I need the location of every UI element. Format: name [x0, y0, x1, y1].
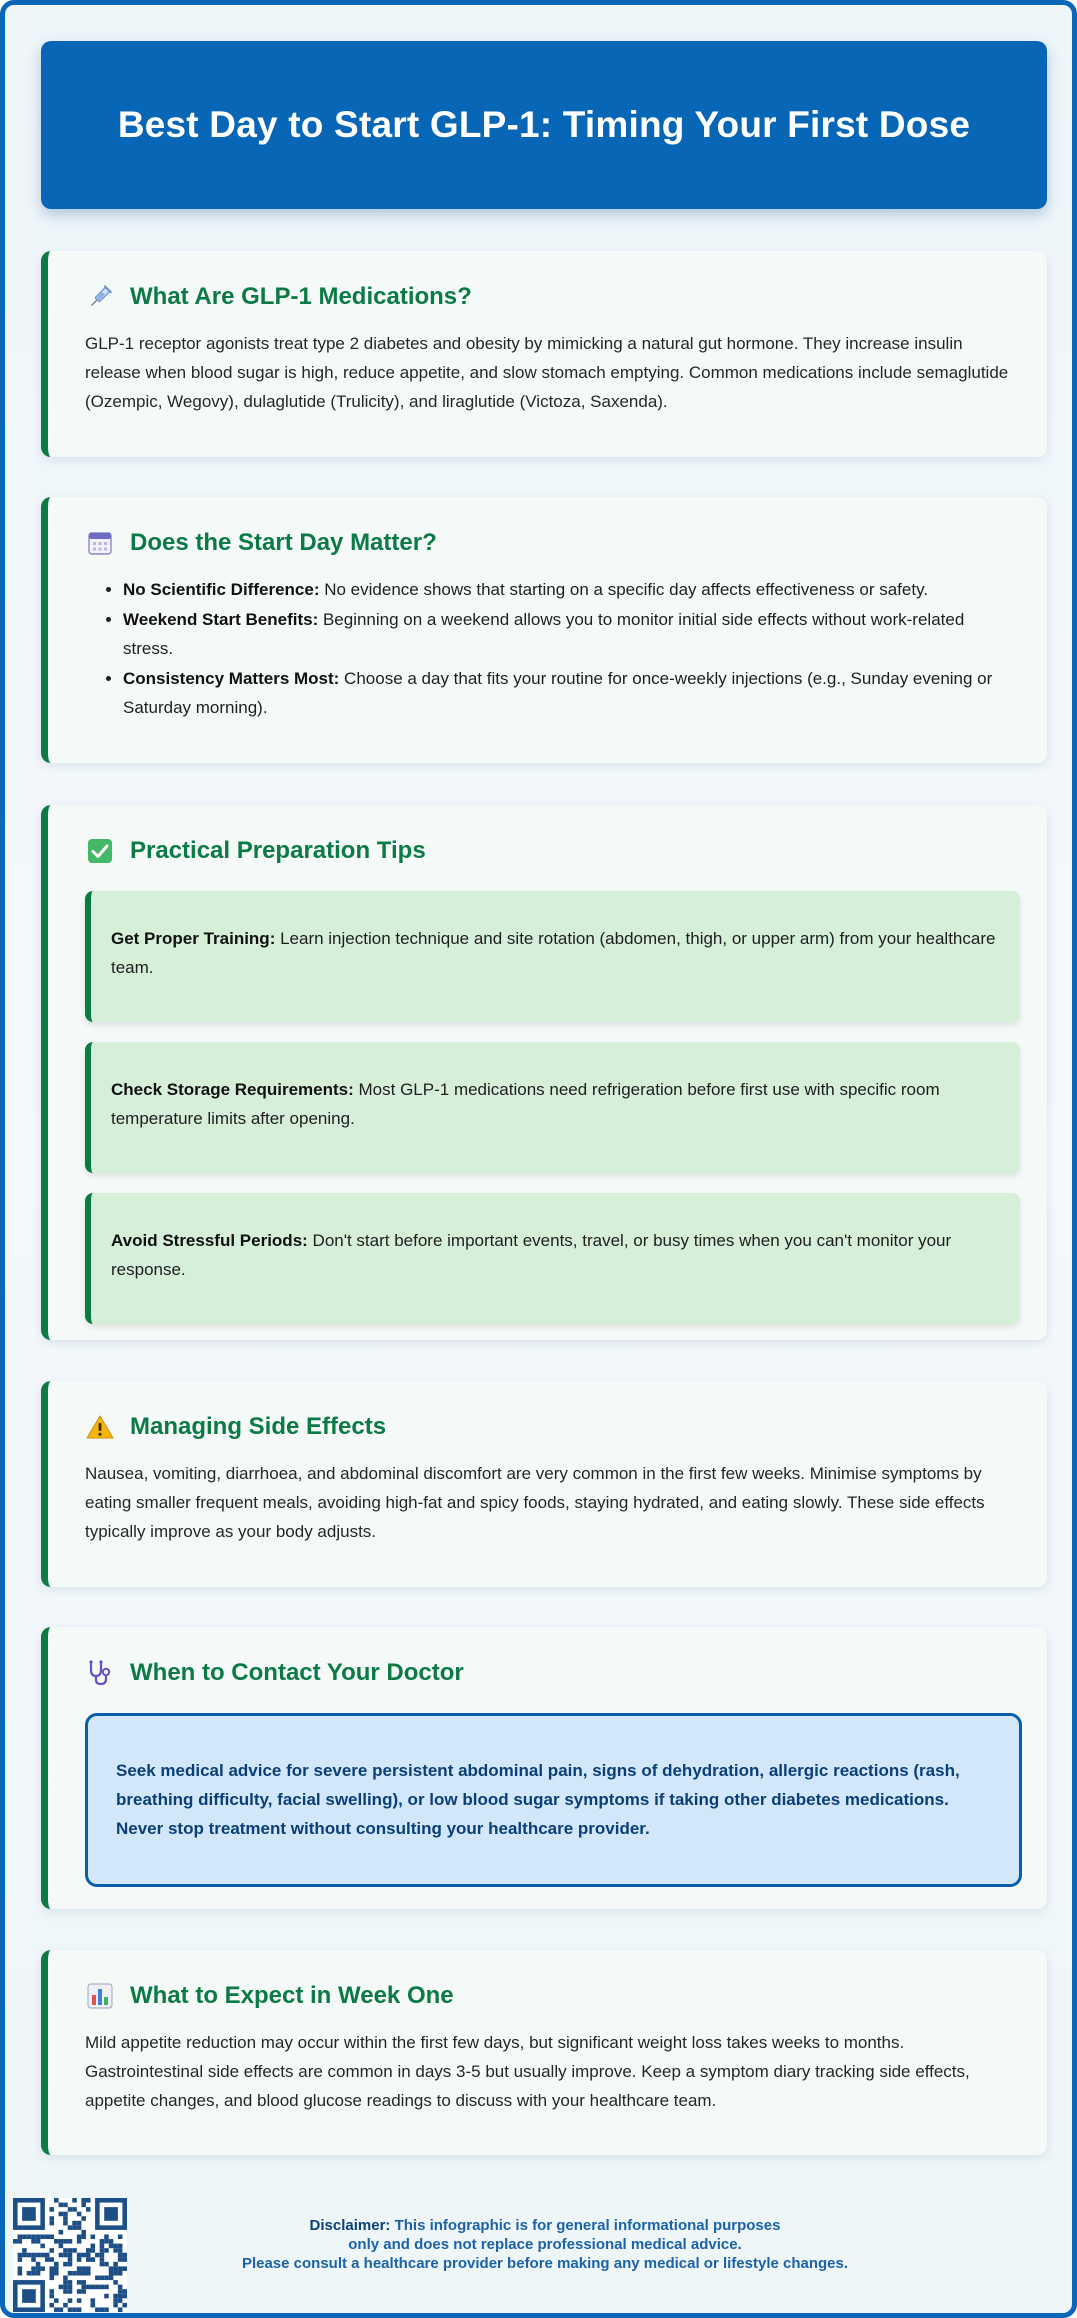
section-title: Practical Preparation Tips — [130, 837, 426, 864]
header-banner — [41, 41, 1047, 209]
tip-label: Check Storage Requirements: — [111, 1080, 354, 1099]
bar-chart-icon — [85, 1981, 115, 2011]
section-title: When to Contact Your Doctor — [130, 1659, 464, 1686]
section-preparation-tips — [41, 805, 1047, 1340]
section-body: GLP-1 receptor agonists treat type 2 diabetes and obesity by mimicking a natural gut hormone. They increase insulin release when blood sugar is high, reduce appetite, and slow stomach emptying. Common medications include semaglutide (Ozempic, Wegovy), dulaglutide (Trulicity), and liraglutide (Victoza, Saxenda). — [85, 334, 1009, 411]
item-label: Weekend Start Benefits: — [123, 610, 319, 629]
section-title: Does the Start Day Matter? — [130, 529, 437, 556]
tip-text: Don't start before important events, travel, or busy times when you can't monitor your response. — [111, 1231, 952, 1279]
disclaimer-line: only and does not replace professional medical advice. — [348, 2236, 742, 2253]
disclaimer-line: Please consult a healthcare provider before making any medical or lifestyle changes. — [241, 2255, 849, 2272]
list-item — [123, 575, 1009, 604]
item-label: Consistency Matters Most: — [123, 669, 340, 688]
tip-text: Most GLP-1 medications need refrigeration before first use with specific room temperature limits after opening. — [111, 1080, 940, 1128]
item-text: Beginning on a weekend allows you to monitor initial side effects without work-related stress. — [123, 610, 965, 658]
list-item — [123, 605, 1009, 663]
page-title: Best Day to Start GLP-1: Timing Your First Dose — [117, 104, 971, 145]
tip-text: Learn injection technique and site rotation (abdomen, thigh, or upper arm) from your healthcare team. — [111, 929, 996, 977]
section-week-one — [41, 1950, 1047, 2155]
section-start-day — [41, 497, 1047, 763]
tip-box — [85, 891, 1020, 1022]
section-contact-doctor — [41, 1627, 1047, 1909]
section-body: Nausea, vomiting, diarrhoea, and abdominal discomfort are very common in the first few weeks. Minimise symptoms by eating smaller frequent meals, avoiding high-fat and spicy foods, staying hydrated, and eating slowly. These side effects typically improve as your body adjusts. — [85, 1464, 985, 1541]
syringe-icon — [85, 282, 115, 312]
checkmark-icon — [85, 836, 115, 866]
warning-icon — [85, 1412, 115, 1442]
stethoscope-icon — [85, 1658, 115, 1688]
disclaimer — [155, 2216, 935, 2273]
item-label: No Scientific Difference: — [123, 580, 320, 599]
list-item — [123, 664, 1009, 722]
section-title: What to Expect in Week One — [130, 1982, 454, 2009]
item-text: No evidence shows that starting on a specific day affects effectiveness or safety. — [319, 580, 929, 599]
disclaimer-label: Disclaimer: — [309, 2217, 391, 2234]
section-side-effects — [41, 1381, 1047, 1587]
section-body: Mild appetite reduction may occur within the first few days, but significant weight loss takes weeks to months. Gastrointestinal side effects are common in days 3-5 but usually improve. Keep a symptom diary tracking side effects, appetite changes, and blood glucose readings to discuss with your healthcare team. — [85, 2033, 970, 2110]
section-title: Managing Side Effects — [130, 1413, 387, 1440]
tip-box — [85, 1042, 1020, 1173]
start-day-list — [85, 575, 1009, 722]
tip-label: Avoid Stressful Periods: — [111, 1231, 308, 1250]
tip-label: Get Proper Training: — [111, 929, 276, 948]
item-text: Choose a day that fits your routine for once-weekly injections (e.g., Sunday evening or Saturday morning). — [123, 669, 993, 717]
disclaimer-line: This infographic is for general informational purposes — [390, 2217, 781, 2234]
alert-box: Seek medical advice for severe persistent abdominal pain, signs of dehydration, allergic reactions (rash, breathing difficulty, facial swelling), or low blood sugar symptoms if taking other diabetes medications. Never stop treatment without consulting your healthcare provider. — [85, 1713, 1022, 1887]
qr-code — [13, 2198, 127, 2312]
calendar-icon — [85, 528, 115, 558]
tip-box — [85, 1193, 1020, 1324]
section-title: What Are GLP-1 Medications? — [130, 283, 472, 310]
section-what-are-glp1 — [41, 251, 1047, 457]
